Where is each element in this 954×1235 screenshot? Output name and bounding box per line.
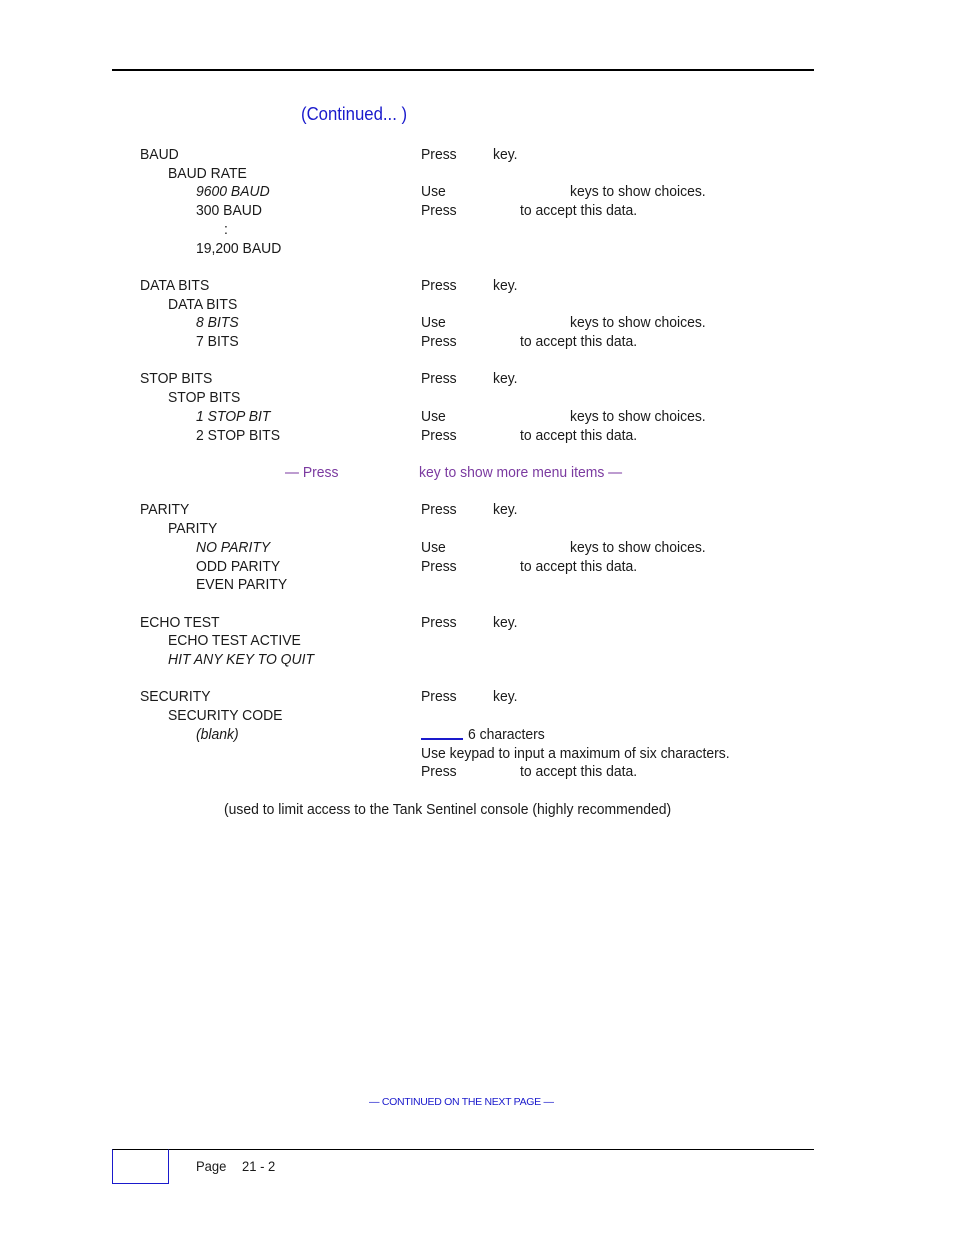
key-label: key.	[493, 277, 518, 294]
use-label: Use	[421, 408, 446, 425]
continued-heading: (Continued... )	[301, 104, 408, 124]
option-current: 9600 BAUD	[196, 183, 270, 200]
use-label: Use	[421, 314, 446, 331]
menu-item-security: SECURITY	[140, 688, 211, 705]
press-label: Press	[421, 614, 457, 631]
page-number: 21 - 2	[242, 1158, 276, 1174]
option-item: 2 STOP BITS	[196, 427, 281, 444]
max-characters: 6 characters	[468, 726, 545, 743]
accept-data-label: to accept this data.	[520, 763, 638, 780]
input-underline	[421, 738, 463, 740]
security-note: (used to limit access to the Tank Sentinel console (highly recommended)	[224, 801, 672, 818]
submenu-data-bits: DATA BITS	[168, 296, 238, 313]
option-current: NO PARITY	[196, 539, 271, 556]
key-label: key.	[493, 146, 518, 163]
continued-next-page: — CONTINUED ON THE NEXT PAGE —	[369, 1096, 554, 1108]
keys-show-choices: keys to show choices.	[570, 408, 706, 425]
keys-show-choices: keys to show choices.	[570, 314, 706, 331]
menu-item-data-bits: DATA BITS	[140, 277, 210, 294]
menu-item-stop-bits: STOP BITS	[140, 370, 213, 387]
press-label: Press	[421, 688, 457, 705]
menu-item-echo-test: ECHO TEST	[140, 614, 220, 631]
option-item: 7 BITS	[196, 333, 239, 350]
submenu-baud-rate: BAUD RATE	[168, 165, 247, 182]
option-item: 300 BAUD	[196, 202, 262, 219]
footer-rule	[112, 1149, 814, 1150]
submenu-security-code: SECURITY CODE	[168, 707, 283, 724]
key-label: key.	[493, 614, 518, 631]
option-item: 19,200 BAUD	[196, 240, 282, 257]
accept-data-label: to accept this data.	[520, 427, 638, 444]
footer-box	[112, 1149, 169, 1184]
option-item: ODD PARITY	[196, 558, 281, 575]
more-menu-left: — Press	[285, 464, 339, 481]
use-label: Use	[421, 539, 446, 556]
option-current: 8 BITS	[196, 314, 239, 331]
header-rule	[112, 69, 814, 71]
press-label: Press	[421, 763, 457, 780]
press-label: Press	[421, 202, 457, 219]
option-item: EVEN PARITY	[196, 576, 288, 593]
more-menu-right: key to show more menu items —	[419, 464, 623, 481]
keys-show-choices: keys to show choices.	[570, 183, 706, 200]
press-label: Press	[421, 146, 457, 163]
press-label: Press	[421, 277, 457, 294]
keys-show-choices: keys to show choices.	[570, 539, 706, 556]
submenu-echo-test-active: ECHO TEST ACTIVE	[168, 632, 301, 649]
page-label: Page	[196, 1158, 227, 1174]
submenu-stop-bits: STOP BITS	[168, 389, 241, 406]
ellipsis-colon: :	[224, 221, 228, 238]
accept-data-label: to accept this data.	[520, 333, 638, 350]
accept-data-label: to accept this data.	[520, 202, 638, 219]
press-label: Press	[421, 370, 457, 387]
submenu-parity: PARITY	[168, 520, 218, 537]
key-label: key.	[493, 688, 518, 705]
press-label: Press	[421, 501, 457, 518]
menu-item-parity: PARITY	[140, 501, 190, 518]
press-label: Press	[421, 333, 457, 350]
press-label: Press	[421, 558, 457, 575]
menu-item-baud: BAUD	[140, 146, 179, 163]
keypad-instruction: Use keypad to input a maximum of six characters.	[421, 745, 730, 762]
security-code-value: (blank)	[196, 726, 239, 743]
accept-data-label: to accept this data.	[520, 558, 638, 575]
key-label: key.	[493, 370, 518, 387]
use-label: Use	[421, 183, 446, 200]
press-label: Press	[421, 427, 457, 444]
option-current: 1 STOP BIT	[196, 408, 271, 425]
echo-test-hint: HIT ANY KEY TO QUIT	[168, 651, 314, 668]
key-label: key.	[493, 501, 518, 518]
